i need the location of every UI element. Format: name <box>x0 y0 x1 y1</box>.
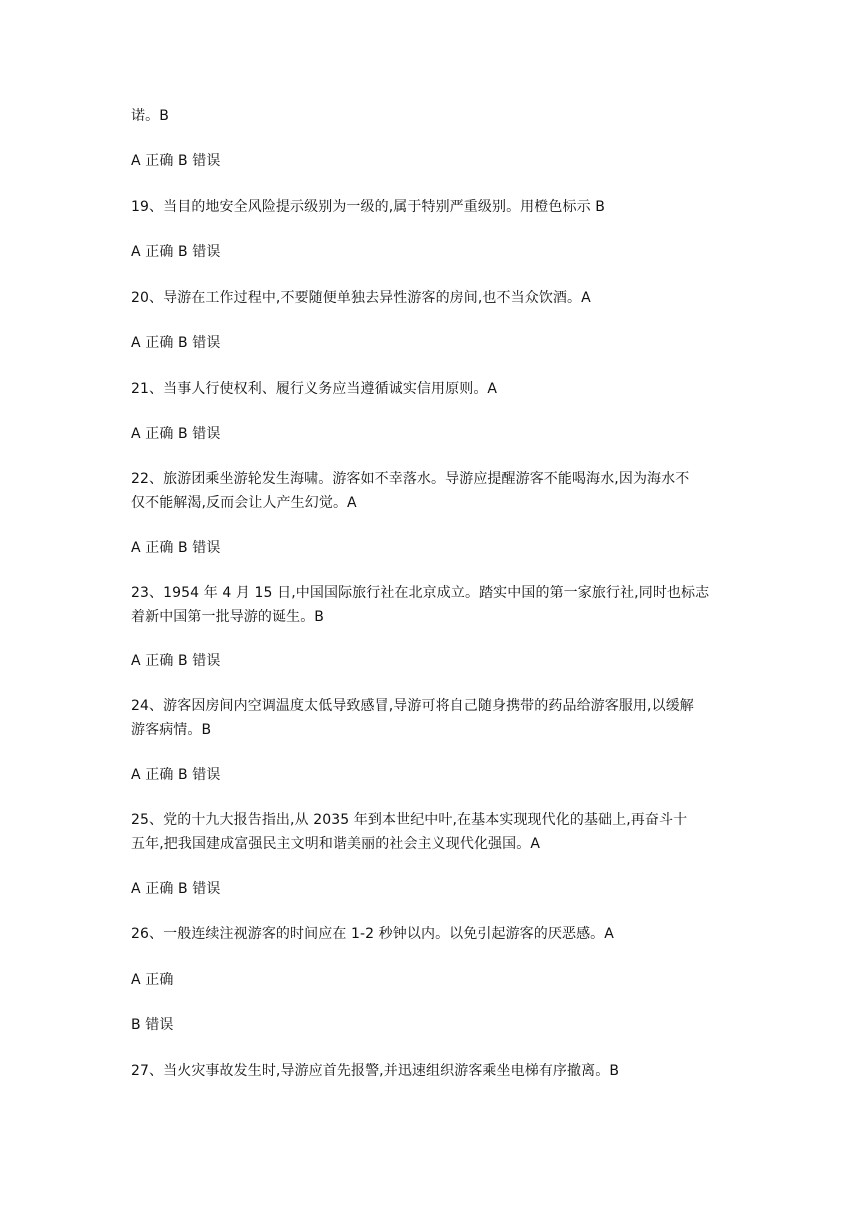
question-24-line-1: 24、游客因房间内空调温度太低导致感冒,导游可将自己随身携带的药品给游客服用,以缓解 <box>131 698 694 714</box>
text-line: 诺。B <box>131 108 169 124</box>
question-22-line-1: 22、旅游团乘坐游轮发生海啸。游客如不幸落水。导游应提醒游客不能喝海水,因为海水不 <box>131 471 690 487</box>
answer-options: A 正确 B 错误 <box>131 153 221 169</box>
question-27: 27、当火灾事故发生时,导游应首先报警,并迅速组织游客乘坐电梯有序撤离。B <box>131 1063 620 1079</box>
answer-options: A 正确 B 错误 <box>131 653 221 669</box>
question-22-line-2: 仅不能解渴,反而会让人产生幻觉。A <box>131 495 357 511</box>
question-21: 21、当事人行使权利、履行义务应当遵循诚实信用原则。A <box>131 381 498 397</box>
answer-option-b: B 错误 <box>131 1017 174 1033</box>
answer-options: A 正确 B 错误 <box>131 767 221 783</box>
answer-option-a: A 正确 <box>131 972 174 988</box>
question-23-line-2: 着新中国第一批导游的诞生。B <box>131 609 325 625</box>
question-24-line-2: 游客病情。B <box>131 722 212 738</box>
question-23-line-1: 23、1954 年 4 月 15 日,中国国际旅行社在北京成立。踏实中国的第一家旅行社,同时也标志 <box>131 585 710 601</box>
question-26: 26、一般连续注视游客的时间应在 1-2 秒钟以内。以免引起游客的厌恶感。A <box>131 926 614 942</box>
question-25-line-2: 五年,把我国建成富强民主文明和谐美丽的社会主义现代化强国。A <box>131 836 541 852</box>
question-20: 20、导游在工作过程中,不要随便单独去异性游客的房间,也不当众饮酒。A <box>131 290 591 306</box>
answer-options: A 正确 B 错误 <box>131 335 221 351</box>
answer-options: A 正确 B 错误 <box>131 426 221 442</box>
answer-options: A 正确 B 错误 <box>131 881 221 897</box>
answer-options: A 正确 B 错误 <box>131 244 221 260</box>
question-19: 19、当目的地安全风险提示级别为一级的,属于特别严重级别。用橙色标示 B <box>131 199 605 215</box>
answer-options: A 正确 B 错误 <box>131 540 221 556</box>
question-25-line-1: 25、党的十九大报告指出,从 2035 年到本世纪中叶,在基本实现现代化的基础上,再奋斗十 <box>131 812 688 828</box>
